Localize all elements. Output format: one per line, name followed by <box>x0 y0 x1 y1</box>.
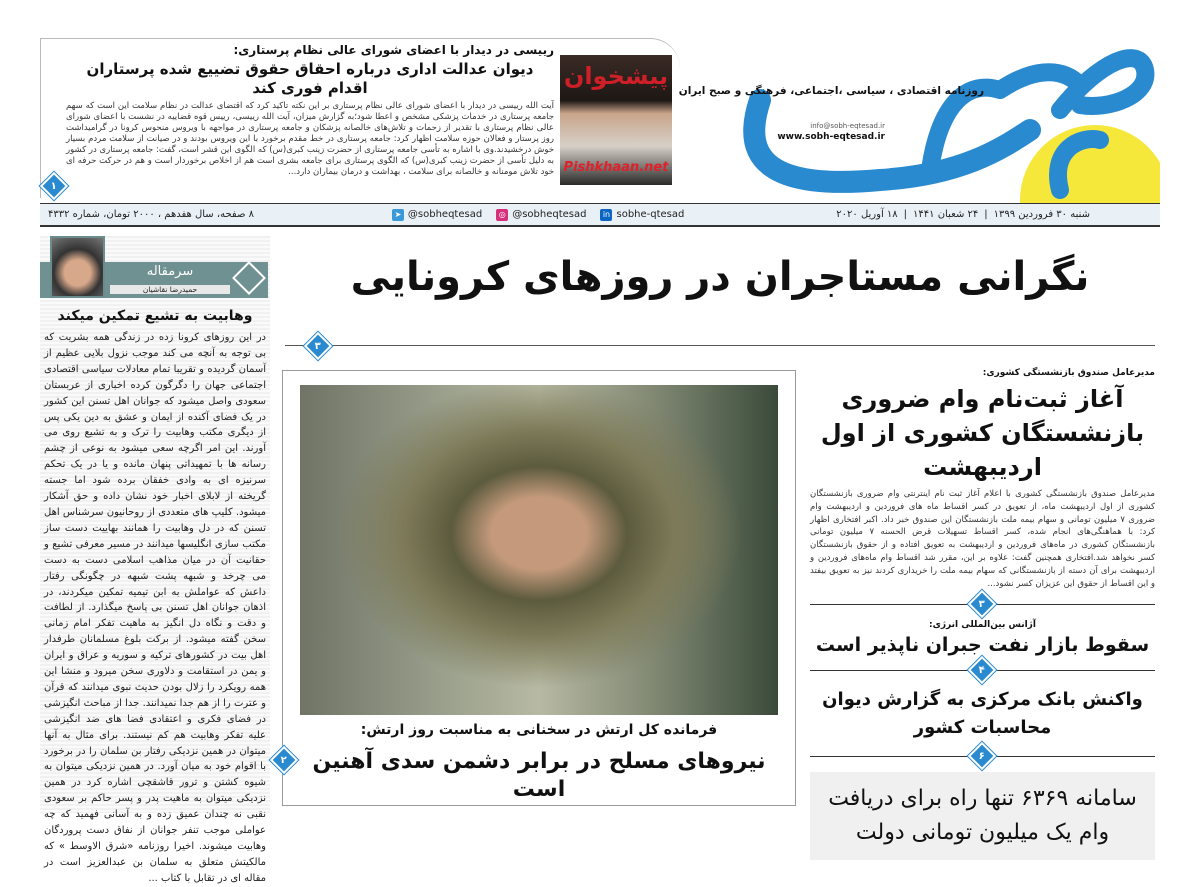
central-bank-story-title[interactable]: واکنش بانک مرکزی به گزارش دیوان محاسبات کشور <box>822 689 1143 739</box>
page-badge-3b[interactable]: ۳ <box>968 590 996 618</box>
page-badge-4[interactable]: ۴ <box>968 656 996 684</box>
masthead-email[interactable]: info@sobh-eqtesad.ir <box>810 122 885 130</box>
masthead-subtitle: روزنامه اقتصادی ، سیاسی ،اجتماعی، فرهنگی و صبح ایران <box>678 85 984 97</box>
linkedin-link[interactable]: in sobhe-qtesad <box>600 209 684 221</box>
page-badge-2[interactable]: ۲ <box>270 746 298 774</box>
divider <box>810 594 1155 616</box>
date-bar <box>40 203 1160 227</box>
editorial-content <box>44 308 266 887</box>
watermark-en: Pishkhaan.net <box>563 160 669 175</box>
loan-story-box <box>810 772 1155 860</box>
separator: | <box>903 209 908 220</box>
top-story-kicker: رییسی در دیدار با اعضای شورای عالی نظام پرستاری: <box>233 43 554 57</box>
editorial-title[interactable]: وهابیت به تشیع تمکین میکند <box>57 308 253 324</box>
linkedin-icon: in <box>600 209 612 221</box>
pension-story-title[interactable]: آغاز ثبت‌نام وام ضروری بازنشستگان کشوری از اول اردیبهشت <box>820 385 1145 481</box>
photo-story-title[interactable]: نیروهای مسلح در برابر دشمن سدی آهنین است <box>312 749 766 802</box>
pension-story-kicker: مدیرعامل صندوق بازنشستگی کشوری: <box>982 368 1155 378</box>
watermark-fa: پیشخوان <box>563 62 669 90</box>
sobh-eqtesad-logo <box>700 40 1160 205</box>
divider <box>810 660 1155 682</box>
instagram-link[interactable]: ◎ @sobheqtesad <box>496 209 586 221</box>
oil-story-title[interactable]: سقوط بازار نفت جبران ناپذیر است <box>815 634 1150 657</box>
page-badge-1[interactable]: ۱ <box>40 172 68 200</box>
page-badge-6[interactable]: ۶ <box>968 742 996 770</box>
divider <box>810 746 1155 768</box>
top-story <box>66 43 554 178</box>
date-gregorian: ۱۸ آوریل ۲۰۲۰ <box>836 209 898 220</box>
divider <box>285 345 1155 346</box>
right-column <box>810 368 1155 860</box>
page-badge-3[interactable]: ۳ <box>304 332 332 360</box>
top-story-body: آیت الله رییسی در دیدار با اعضای شورای عالی نظام پرستاری بر این نکته تاکید کرد که اقتضای عدالت در نظام سلامت این است که سهم جامعه پرستاری در خدمات پزشکی مشخص و اعطا شود؛به گزارش میزان، آیت الله رییسی، رییس قوه قضاییه در نشست با اعضای شورای عالی نظام پرستاری با تقدیر از زحمات و تلاش‌های خالصانه پزشکان و جامعه پرستاری در مواجهه با ویروس منحوس کرونا در گرامیداشت روز پرستار و فعالان حوزه سلامت اظهار کرد: جامعه پرستاری در خط مقدم برخورد با این ویروس بودند و در صیانت از سلامت مردم بسیار خوش درخشیدند.وی با اشاره به تأسی جامعه پرستاری از حضرت زینب کبری(س) که الگوی این قشر است، گفت: جامعه پرستاری در کشور به دلیل تأسی از حضرت زینب کبری(س) که الگوی پرستاری برای جامعه بشری است هم از اخلاص برخوردار است و هم در حرکت حرفه ای خود تلاش مومنانه و خالصانه برای سلامت ، بهداشت و درمان بیماران دارد... <box>66 101 554 177</box>
oil-story-kicker: آژانس بین‌المللی انرژی: <box>929 620 1036 631</box>
date-persian: شنبه ۳۰ فروردین ۱۳۹۹ <box>993 209 1090 220</box>
editorial-body: در این روزهای کرونا زده در زندگی همه بشریت که بی توجه به آنچه می کند موجب نزول بلایی عظیم از آسمان گردیده و تقریبا تمام معادلات سیاسی اقتصادی اجتماعی جهان را دگرگون کرده اخباری از عربستان سعودی واصل میشود که جوانان اهل تسنن این کشور در یک فضای آکنده از ایمان و عشق به دین یکی پس از دیگری مکتب وهابیت را ترک و به تشیع روی می آورند. این امر اگرچه سعی میشود به نوعی از چشم رسانه ها با تمهیداتی پنهان مانده و یا در یک تحکم سرنیزه ای به وادی خفقان برده شود اما جسته گریخته از لابلای اخبار خود نشان داده و حق آشکار میشود. کلیپ های متعددی از روحانیون سرشناس اهل تسنن که در دل وهابیت را همانند بهاییت دست ساز مکتب سازی انگلیسها میدانند در مسیر معرفی تشیع و حقانیت آن در میان مذاهب اسلامی دست به دست می چرخد و شبهه پشت شبهه در چگونگی رفتار داعش که عواملش به ابن تیمیه تمکین میکردند، در اذهان جوانان اهل تسنن بی پاسخ میگذارد. از لطافت و دقت و نگاه دل انگیز به ماهیت تفکر امام زمانی سخن گفته میشود. از برکت بلوغ مسلمانان طرفدار اهل بیت در کشورهای ترکیه و سوریه و عراق و ایران و یمن در استقامت و دلاوری سخن میرود و منشا این همه رویکرد را زلال بودن حدیث نبوی میدانند که قرآن و عترت را از هم جدا نمیدانند. جدا از مباحث انگیزشی در فضای فکری و اعتقادی فضا های ضد انگیزشی علیه تفکر وهابیت هم کم نیستند. برای مثال به آنها میتوان در همین نزدیکی رفتار بن سلمان را در برخورد با اقوام خود به میان آورد. در همین نزدیکی میتوان به شیوه کشتن و ترور قاشقچی اشاره کرد در همین نزدیکی میتوان به ماهیت پدر و پسر حاکم بر سعودی نقبی نه چندان عمیق زده و به آسانی فهمید که چه عواملی موجب تنفر جوانان از نفاق دست پروردگان وهابیت میشوند. اخیرا روزنامه «شرق الاوسط » که مالکیتش متعلق به سلمان بن عبدالعزیز است در مقاله ای در تقابل با کتاب ... <box>44 332 266 884</box>
editorial-author-photo <box>50 236 105 298</box>
main-headline[interactable]: نگرانی مستاجران در روزهای کرونایی <box>350 254 1090 300</box>
photo-story-kicker: فرمانده کل ارتش در سخنانی به مناسبت روز ارتش: <box>360 722 718 738</box>
pension-story-body: مدیرعامل صندوق بازنشستگی کشوری با اعلام آغاز ثبت نام اینترنتی وام ضروری بازنشستگان کشوری از اول اردیبهشت ماه، از تعویق در کسر اقساط ماه های فروردین و اردیبهشت وام ضروری ۷ میلیون تومانی و سهام بیمه ملت بازنشستگان این صندوق خبر داد. اکبر افتخاری اظهار کرد: با هماهنگی‌های انجام شده، کسر اقساط تسهیلات قرض الحسنه ۷ میلیون تومانی بازنشستگان کشوری در ماه‌های فروردین و اردیبهشت به تعویق افتاده و از حقوق بازنشستگان کسر نخواهد شد.افتخاری همچنین گفت: علاوه بر این، مقرر شد اقساط وام ماه‌های فروردین و اردیبهشت برای آن دسته از بازنشستگانی که سهام بیمه ملت را خریداری کردند نیز به تعویق بیفتد و این اقساط از حقوق این عزیزان کسر نشود... <box>810 489 1156 589</box>
editorial-author: حمیدرضا نقاشیان <box>110 285 230 294</box>
army-commander-photo <box>300 385 778 715</box>
separator: | <box>984 209 988 220</box>
top-story-title[interactable]: دیوان عدالت اداری درباره احقاق حقوق تضییع شده پرستاران اقدام فوری کند <box>86 60 534 97</box>
masthead-website[interactable]: www.sobh-eqtesad.ir <box>777 132 885 142</box>
loan-story-title[interactable]: سامانه ۶۳۶۹ تنها راه برای دریافت وام یک میلیون تومانی دولت <box>828 786 1137 846</box>
date-hijri: ۲۴ شعبان ۱۴۴۱ <box>913 209 979 220</box>
instagram-icon: ◎ <box>496 209 508 221</box>
editorial-label: سرمقاله <box>146 264 194 279</box>
issue-info: ۸ صفحه، سال هفدهم ، ۲۰۰۰ تومان، شماره ۴۳۳۲ <box>48 209 255 220</box>
telegram-icon: ➤ <box>392 209 404 221</box>
telegram-link[interactable]: ➤ @sobheqtesad <box>392 209 482 221</box>
